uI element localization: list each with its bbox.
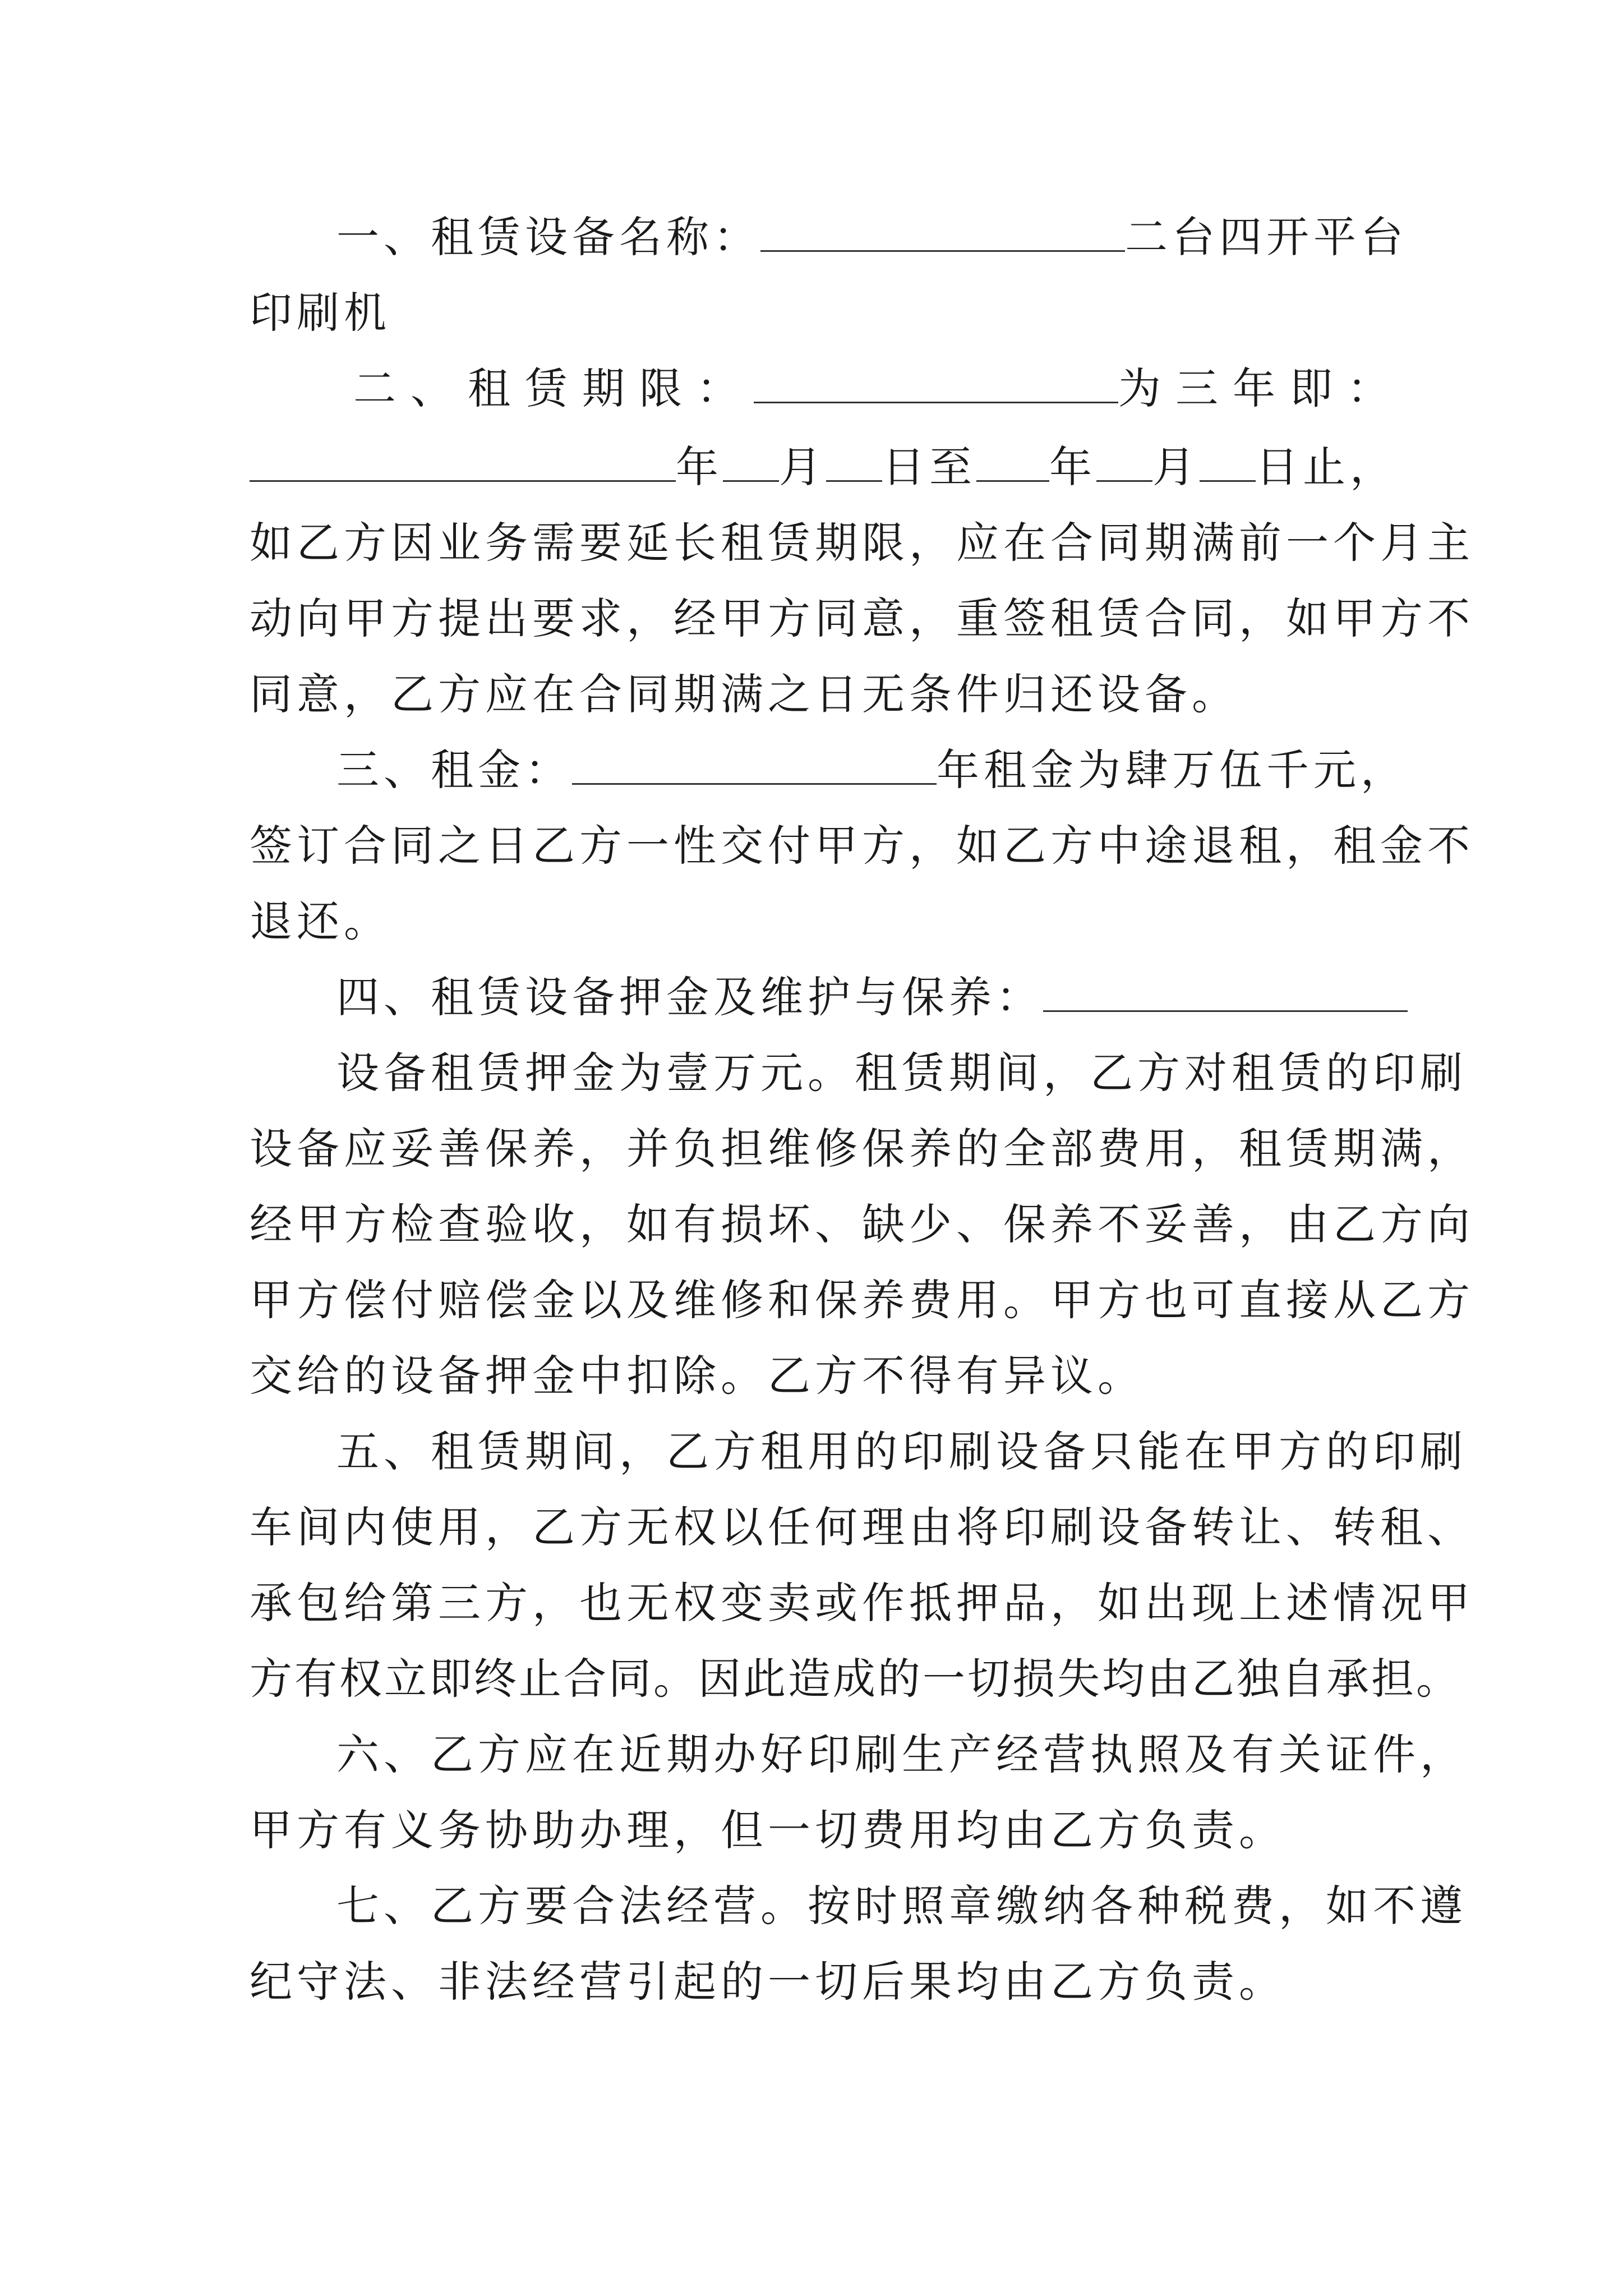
date-range-line: [250, 440, 1397, 494]
clause-2-line: [353, 362, 1404, 416]
paragraph-line: 甲方偿付赔偿金以及维修和保养费用。甲方也可直接从乙方: [250, 1275, 1474, 1325]
clause-1-value: 二台四开平台: [1125, 212, 1408, 262]
clause-3-value: 年租金为肆万伍千元，: [937, 745, 1408, 795]
clause-4-line: [336, 970, 1408, 1024]
paragraph-line: 退还。: [250, 896, 391, 946]
paragraph-line: 承包给第三方，也无权变卖或作抵押品，如出现上述情况甲: [250, 1578, 1474, 1628]
clause-1-heading: 一、租赁设备名称：: [336, 212, 760, 262]
paragraph-line: 纪守法、非法经营引起的一切后果均由乙方负责。: [250, 1957, 1286, 2007]
clause-2-value: 为三年即：: [1118, 364, 1404, 413]
month-label: 月: [779, 442, 826, 492]
paragraph-line: 设备租赁押金为壹万元。租赁期间，乙方对租赁的印刷: [336, 1048, 1467, 1098]
paragraph-line: 甲方有义务协助办理，但一切费用均由乙方负责。: [250, 1805, 1286, 1855]
paragraph-line: 车间内使用，乙方无权以任何理由将印刷设备转让、转租、: [250, 1502, 1474, 1552]
blank-field: [826, 444, 882, 482]
paragraph-line: 方有权立即终止合同。因此造成的一切损失均由乙独自承担。: [250, 1654, 1461, 1704]
year-label: 年: [1049, 442, 1096, 492]
clause-1-continuation: 印刷机: [250, 288, 391, 338]
year-label: 年: [676, 442, 723, 492]
paragraph-line: 动向甲方提出要求，经甲方同意，重签租赁合同，如甲方不: [250, 593, 1474, 643]
paragraph-line: 交给的设备押金中扣除。乙方不得有异议。: [250, 1351, 1145, 1401]
blank-field: [754, 366, 1118, 403]
clause-3-heading: 三、租金：: [336, 745, 572, 795]
blank-field: [976, 444, 1049, 482]
paragraph-line: 签订合同之日乙方一性交付甲方，如乙方中途退租，租金不: [250, 821, 1474, 871]
clause-5-line: 五、租赁期间，乙方租用的印刷设备只能在甲方的印刷: [336, 1427, 1467, 1476]
clause-4-heading: 四、租赁设备押金及维护与保养：: [336, 972, 1043, 1022]
blank-field: [1096, 444, 1152, 482]
day-label: 日止，: [1256, 442, 1397, 492]
clause-7-line: 七、乙方要合法经营。按时照章缴纳各种税费，如不遵: [336, 1881, 1467, 1931]
paragraph-line: 如乙方因业务需要延长租赁期限，应在合同期满前一个月主: [250, 518, 1474, 568]
blank-field: [723, 444, 779, 482]
blank-field: [1200, 444, 1256, 482]
clause-1-line: [336, 210, 1408, 264]
paragraph-line: 经甲方检查验收，如有损坏、缺少、保养不妥善，由乙方向: [250, 1199, 1474, 1249]
clause-3-line: [336, 743, 1408, 797]
blank-field: [760, 214, 1125, 252]
paragraph-line: 同意，乙方应在合同期满之日无条件归还设备。: [250, 669, 1239, 719]
paragraph-line: 设备应妥善保养，并负担维修保养的全部费用，租赁期满，: [250, 1124, 1474, 1174]
month-label: 月: [1152, 442, 1200, 492]
blank-field: [250, 444, 676, 482]
blank-field: [572, 747, 937, 785]
blank-field: [1043, 974, 1408, 1012]
clause-6-line: 六、乙方应在近期办好印刷生产经营执照及有关证件，: [336, 1729, 1467, 1779]
day-label: 日至: [882, 442, 976, 492]
clause-2-heading: 二、租赁期限：: [353, 364, 754, 413]
